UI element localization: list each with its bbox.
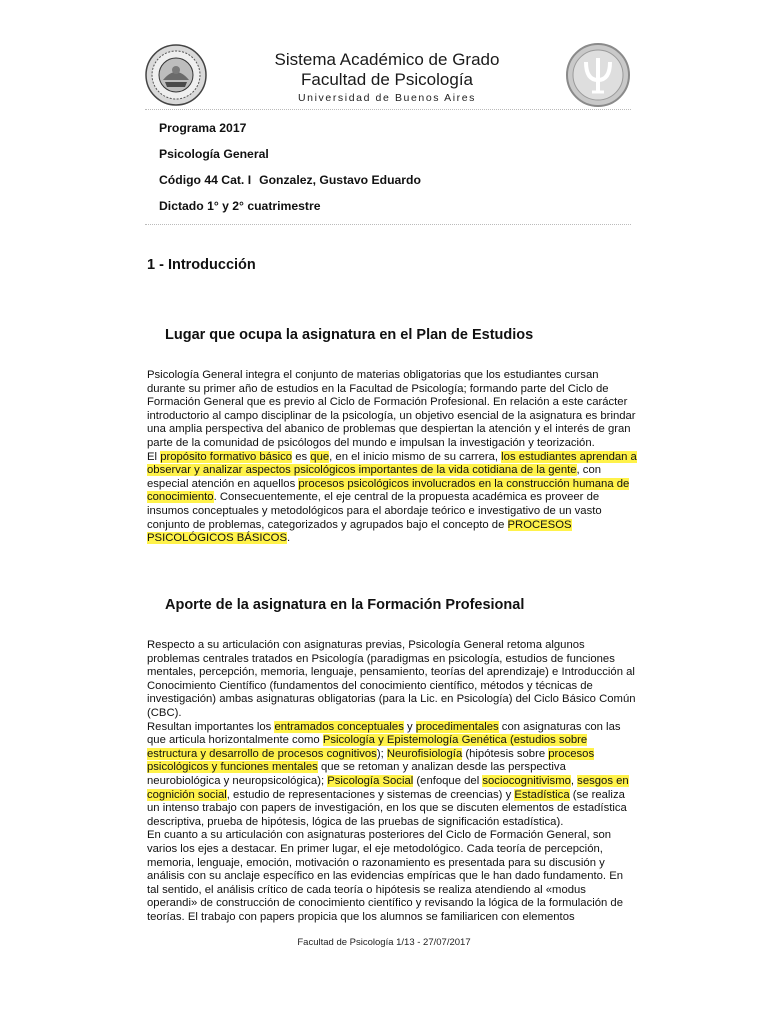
highlighted-paragraph xyxy=(147,721,637,830)
highlighted-text: Psicología y Epistemología Genética (estudios sobre estructura y desarrollo de procesos cognitivos xyxy=(147,734,588,760)
page-footer: Facultad de Psicología 1/13 - 27/07/2017 xyxy=(297,937,471,948)
highlighted-text: propósito formativo básico xyxy=(160,450,293,463)
text-run: (enfoque del xyxy=(413,774,483,787)
header-title-block xyxy=(215,50,559,105)
highlighted-text: procesos psicológicos y funciones mentales xyxy=(147,747,595,774)
text-run: . Consecuentemente, el eje central de la propuesta académica es proveer de insumos conceptuales y metodológicos para el abordaje teórico e investigativo de un vasto conjunto de problemas, categorizados y agrupados bajo el concepto de xyxy=(147,491,602,531)
highlighted-text: Estadística xyxy=(514,788,570,801)
text-run: . xyxy=(287,532,291,545)
document-header xyxy=(145,40,631,110)
header-divider xyxy=(145,109,631,110)
highlighted-text: Neurofisiología xyxy=(386,747,463,760)
paragraph: En cuanto a su articulación con asignaturas posteriores del Ciclo de Formación General, son varios los ejes a destacar. En primer lugar, el eje metodológico. Cada teoría de percepción, memoria, lenguaje, emoción, motivación o razonamiento es presentada para su discusión y análisis con su anclaje específico en las evidencias empíricas que le han dado fundamento. En tal sentido, el análisis crítico de cada teoría o hipótesis se realiza atendiendo al «modus operandi» de construcción de conocimiento científico y revisando la lógica de la formulación de teorías. El trabajo con papers propicia que los alumnos se familiaricen con elementos xyxy=(147,829,624,923)
text-run: Resultan importantes los xyxy=(147,720,275,733)
paragraph: Respecto a su articulación con asignaturas previas, Psicología General retoma algunos problemas centrales tratados en Psicología (paradigmas en psicología, estudios de funciones mentales, percepción, memoria, lenguaje, pensamiento, teorías del aprendizaje) e Introducción al Conocimiento Científico (fundamentos del conocimiento científico, métodos y técnicas de investigación) ambas asignaturas obligatorias (para la Lic. en Psicología) del Ciclo Básico Común (CBC). xyxy=(147,639,636,719)
subsection-heading-plan: Lugar que ocupa la asignatura en el Plan de Estudios xyxy=(165,327,534,343)
highlighted-text: procesos psicológicos involucrados en la construcción humana de conocimiento xyxy=(147,477,630,504)
highlighted-text: sociocognitivismo xyxy=(482,774,571,787)
text-run: es xyxy=(292,450,311,463)
text-run: , con especial atención en aquellos xyxy=(147,464,602,490)
program-year: Programa 2017 xyxy=(159,121,247,135)
professor-name: Gonzalez, Gustavo Eduardo xyxy=(259,173,421,187)
highlighted-text: que xyxy=(310,450,330,463)
text-run: (se realiza un intenso trabajo con papers de investigación, en los que se discuten elementos de estadística descriptiva, prueba de hipótesis, lógica de las pruebas de significación estadística). xyxy=(147,788,627,828)
course-info xyxy=(159,120,421,224)
info-divider xyxy=(145,224,631,225)
text-run: , estudio de representaciones y sistemas de creencias) y xyxy=(226,788,515,801)
psi-emblem-icon xyxy=(565,42,631,108)
system-title: Sistema Académico de Grado xyxy=(274,50,500,69)
uba-seal-icon xyxy=(145,44,207,106)
text-run: (hipótesis sobre xyxy=(462,747,549,760)
highlighted-text: entramados conceptuales xyxy=(274,720,404,733)
highlighted-text: PROCESOS PSICOLÓGICOS BÁSICOS xyxy=(147,518,572,545)
code-professor-row xyxy=(159,172,421,198)
text-run: y xyxy=(403,720,416,733)
subsection-heading-formacion: Aporte de la asignatura en la Formación Profesional xyxy=(165,597,525,613)
subsection-body-formacion xyxy=(147,639,637,924)
subject-name: Psicología General xyxy=(159,147,269,161)
subsection-body-plan xyxy=(147,369,637,546)
course-code: Código 44 Cat. I xyxy=(159,173,252,187)
highlighted-paragraph xyxy=(147,451,637,546)
text-run: con asignaturas con las que articula horizontalmente como xyxy=(147,720,621,747)
university-subtitle: Universidad de Buenos Aires xyxy=(297,92,477,104)
highlighted-text: procedimentales xyxy=(415,720,499,733)
text-run: que se retoman y analizan desde las perspectiva neurobiológica y neuropsicológica); xyxy=(147,761,566,787)
highlighted-text: sesgos en cognición social xyxy=(147,774,629,801)
text-run: , xyxy=(570,774,578,787)
text-run: ); xyxy=(376,747,387,760)
highlighted-text: los estudiantes aprendan a observar y analizar aspectos psicológicos importantes de la vida cotidiana de la gente xyxy=(147,450,637,477)
text-run: El xyxy=(147,450,161,463)
paragraph: Psicología General integra el conjunto de materias obligatorias que los estudiantes cursan durante su primer año de estudios en la Facultad de Psicología; formando parte del Ciclo de Formación General que es previo al Ciclo de Formación Profesional. En relación a este carácter introductorio al campo disciplinar de la psicología, un objetivo esencial de la asignatura es brindar una amplia perspectiva del abanico de problemas que despiertan la atención y el interés de gran parte de la comunidad de psicólogos del mundo e impulsan la investigación y teorización. xyxy=(147,369,636,449)
section-heading: 1 - Introducción xyxy=(147,257,256,273)
faculty-title: Facultad de Psicología xyxy=(301,70,473,89)
highlighted-text: Psicología Social xyxy=(327,774,414,787)
dictation-period: Dictado 1° y 2° cuatrimestre xyxy=(159,199,321,213)
text-run: , en el inicio mismo de su carrera, xyxy=(329,450,502,463)
